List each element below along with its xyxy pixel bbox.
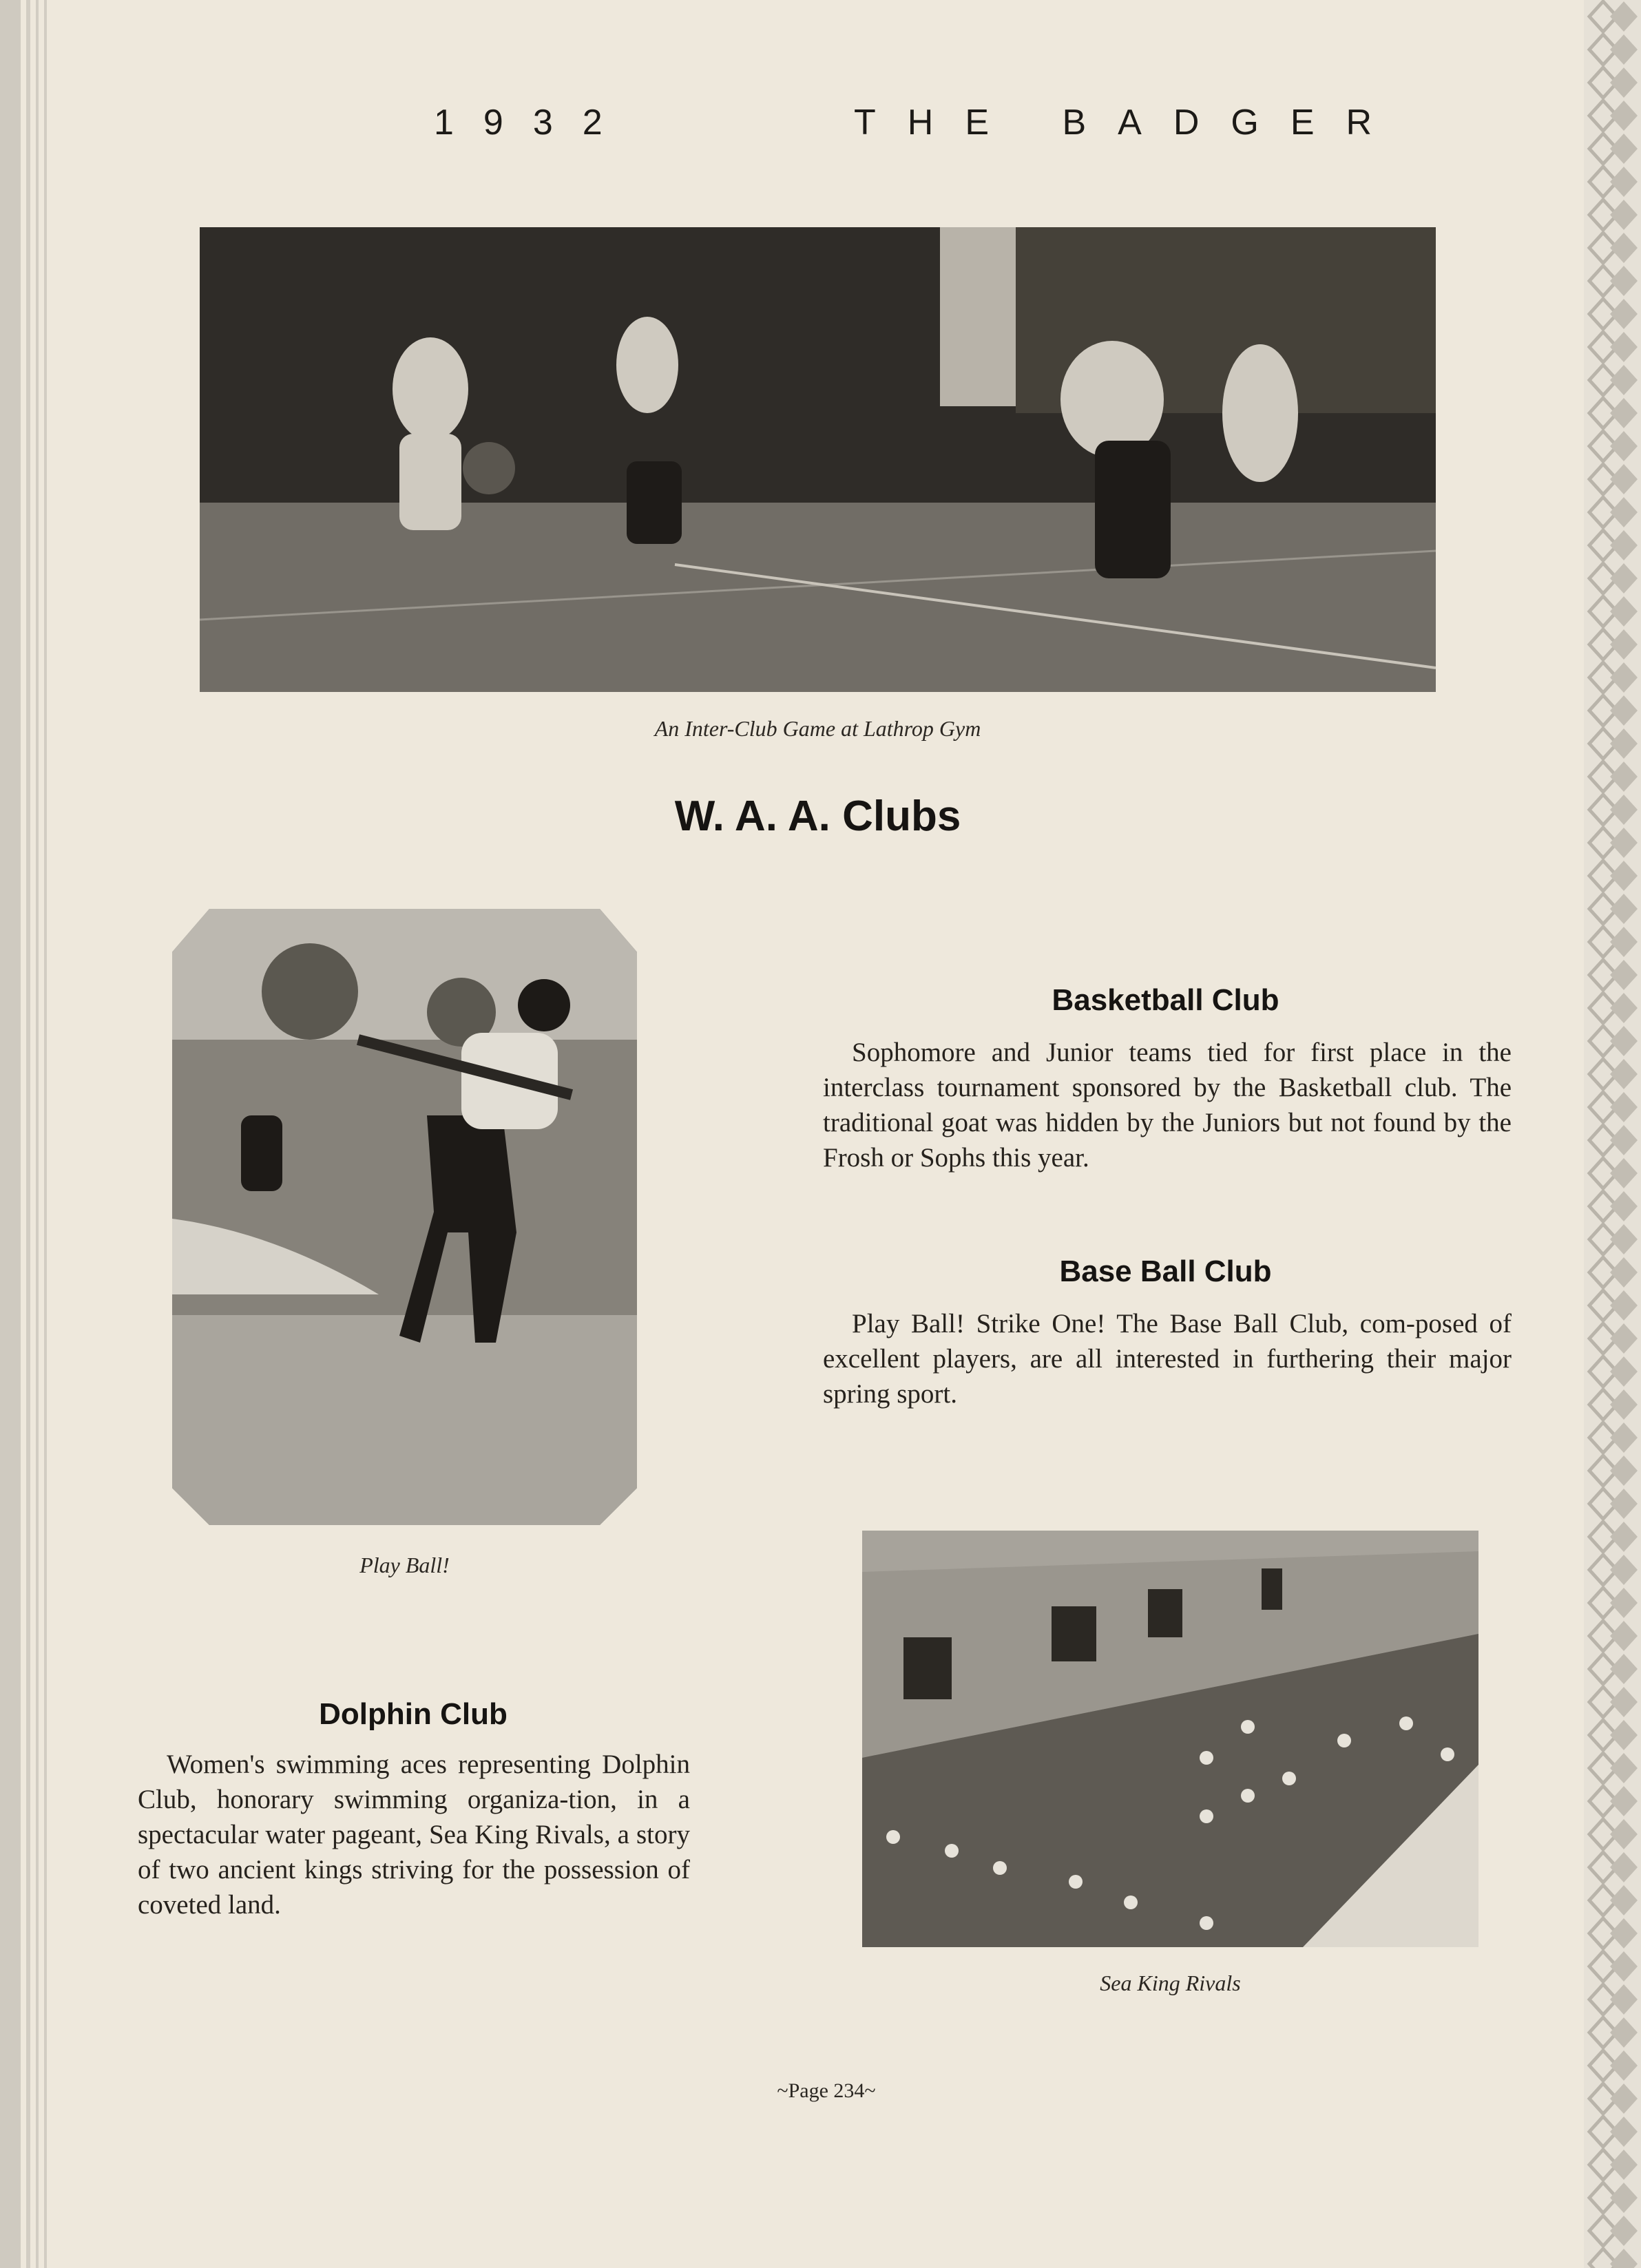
gym-photo-caption: An Inter-Club Game at Lathrop Gym	[654, 716, 981, 741]
dolphin-club-text: Women's swimming aces representing Dolphin Club, honorary swimming organiza-tion, in a spectacular water pageant, Sea King Rivals, a story of two ancient kings striving for the possession of coveted land.	[138, 1750, 690, 1920]
baseball-club-text: Play Ball! Strike One! The Base Ball Club, com-posed of excellent players, are all interested in furthering their major spring sport.	[823, 1309, 1512, 1409]
dolphin-club-heading: Dolphin Club	[319, 1697, 508, 1731]
basketball-club-text: Sophomore and Junior teams tied for first place in the interclass tournament sponsored by the Basketball club. The traditional goat was hidden by the Juniors but not found by the Frosh or Sophs this year.	[823, 1038, 1512, 1173]
baseball-batter-photo	[172, 909, 637, 1525]
baseball-club-heading: Base Ball Club	[1059, 1254, 1272, 1288]
baseball-photo-caption: Play Ball!	[359, 1553, 450, 1577]
border-rule	[26, 0, 30, 2268]
decorative-diamond-border	[1584, 0, 1641, 2268]
pool-photo-caption: Sea King Rivals	[1100, 1971, 1241, 1995]
swimming-pool-photo	[862, 1531, 1478, 1947]
border-rule	[36, 0, 39, 2268]
header-title: THE BADGER	[854, 103, 1404, 143]
page-number: ~Page 234~	[777, 2079, 876, 2102]
binding-spine	[0, 0, 21, 2268]
header-year: 1932	[434, 103, 632, 143]
border-rule	[44, 0, 47, 2268]
basketball-club-heading: Basketball Club	[1052, 983, 1279, 1017]
gym-basketball-photo	[200, 227, 1436, 692]
page-title: W. A. A. Clubs	[674, 792, 961, 840]
